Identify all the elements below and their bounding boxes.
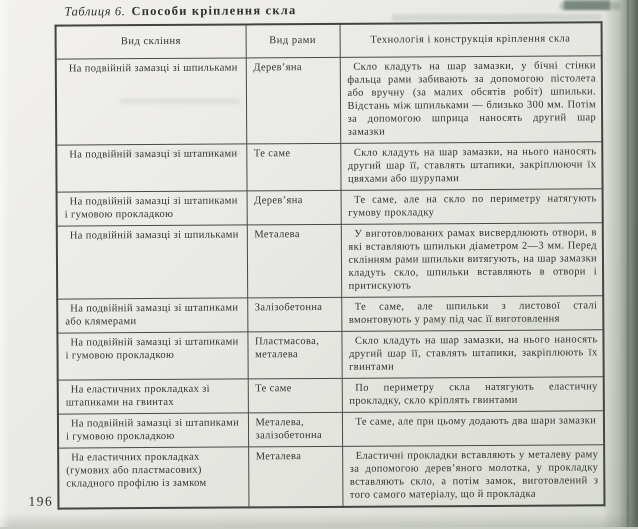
cell-technology: Скло кладуть на шар замазки, на нього наносять другий шар її, ставлять штапики, закріплюють їх гвинтами xyxy=(341,330,603,379)
table-row xyxy=(57,296,603,333)
cell-technology: Скло кладуть на шар замазки, на нього наносять другий шар її, ставлять штапики, закріплюючи їх цвяхами або шурупами xyxy=(340,142,602,191)
cell-frame: Те саме xyxy=(248,379,342,414)
table-title xyxy=(64,3,296,19)
header-row xyxy=(56,22,602,59)
cell-glazing: На подвійній замазці зі штапиками і гумовою прокладкою xyxy=(57,191,247,226)
cell-frame: Металева xyxy=(247,225,341,299)
cell-frame: Дерев’яна xyxy=(246,57,341,144)
cell-technology: Те саме, але шпильки з листової сталі вмонтовують у раму під час її виготовлення xyxy=(341,296,603,332)
table-row xyxy=(58,445,604,509)
table-row xyxy=(58,411,604,448)
cell-frame: Металева, залізобетонна xyxy=(248,413,342,448)
header-frame-type: Вид рами xyxy=(246,24,340,58)
cell-glazing: На подвійній замазці зі штапиками xyxy=(56,144,246,192)
show-through-smudge xyxy=(560,2,620,10)
cell-glazing: На подвійній замазці зі штапиками і гумовою прокладкою xyxy=(57,332,247,380)
cell-glazing: На подвійній замазці зі шпильками xyxy=(57,225,247,299)
table-title-number: Таблиця 6. xyxy=(64,4,126,19)
show-through-smudge xyxy=(110,150,240,156)
cell-frame: Дерев’яна xyxy=(247,191,341,226)
show-through-smudge xyxy=(392,14,602,21)
table-row xyxy=(57,330,603,380)
cell-technology: Те саме, але при цьому додають два шари замазки xyxy=(342,411,604,447)
cell-technology: Те саме, але на скло по периметру натягують гумову прокладку xyxy=(341,189,603,225)
cell-glazing: На подвійній замазці зі штапиками або клямерами xyxy=(57,298,247,333)
cell-glazing: На еластичних прокладках зі штапиками на гвинтах xyxy=(58,379,248,414)
show-through-smudge xyxy=(430,320,550,326)
cell-technology: У виготовлюваних рамах висвердлюють отвори, в які вставляють шпильки діаметром 2—3 мм. Перед склінням рами шпильки витягують, на шар замазки кладуть скло, шпильки вставляють в отвори і притискують xyxy=(341,223,603,298)
header-glazing-type: Вид скління xyxy=(56,24,246,59)
table-title-text: Способи кріплення скла xyxy=(131,3,297,19)
header-technology: Технологія і конструкція кріплення скла xyxy=(340,22,602,57)
cell-glazing: На подвійній замазці зі шпильками xyxy=(56,58,247,145)
cell-glazing: На еластичних прокладках (гумових або пластмасових) складного профілю із замком xyxy=(58,447,248,509)
table-row xyxy=(58,377,604,414)
glass-fastening-table xyxy=(55,21,606,510)
cell-glazing: На подвійній замазці зі штапиками і гумовою прокладкою xyxy=(58,413,248,448)
page-number: 196 xyxy=(28,493,54,509)
cell-frame: Те саме xyxy=(246,143,340,191)
show-through-smudge xyxy=(120,98,240,104)
cell-technology: Скло кладуть на шар замазки, у бічні стінки фальца рами забивають за допомогою пістолета або вручну (за малих обсятів робіт) шпильки. Відстань між шпильками — близько 300 мм. Потім за допомогою шприца наносять другий шар замазки xyxy=(340,56,603,144)
cell-technology: Еластичні прокладки вставляють у металеву раму за допомогою дерев’яного молотка, у прокладку вставляють скло, а потім замок, виготовлений з того самого матеріалу, що й прокладка xyxy=(342,445,604,507)
table-row xyxy=(57,223,603,299)
cell-frame: Пластмасова, металева xyxy=(247,332,341,380)
table-row xyxy=(57,189,603,226)
cell-frame: Залізобетонна xyxy=(247,298,341,333)
cell-technology: По периметру скла натягують еластичну прокладку, скло кріплять гвинтами xyxy=(342,377,604,413)
cell-frame: Металева xyxy=(248,447,342,508)
